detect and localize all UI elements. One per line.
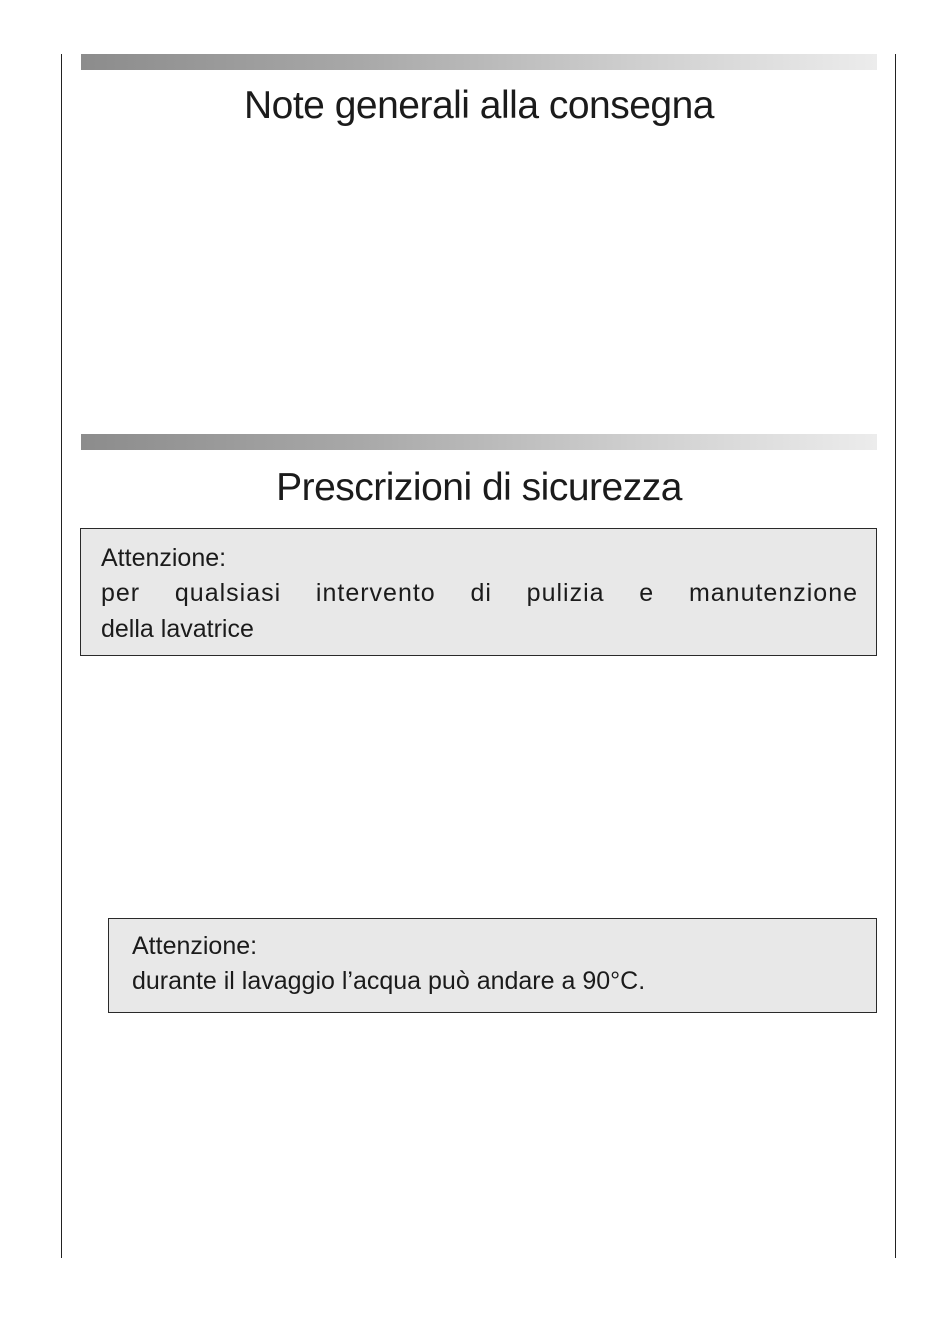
page-margin-line-right	[895, 54, 896, 1258]
warning-text: durante il lavaggio l’acqua può andare a 90°C.	[132, 967, 646, 995]
section-title-delivery-notes: Note generali alla consegna	[243, 84, 714, 127]
section-title-safety: Prescrizioni di sicurezza	[276, 466, 682, 509]
warning-box-water-temperature	[108, 918, 877, 1013]
page-margin-line-left	[61, 54, 62, 1258]
warning-box-cleaning	[80, 528, 877, 656]
section-header-bar	[81, 434, 877, 450]
warning-text: della lavatrice	[101, 615, 254, 643]
warning-text: per qualsiasi intervento di pulizia e manutenzione	[101, 579, 858, 607]
warning-heading: Attenzione:	[101, 544, 227, 572]
warning-heading: Attenzione:	[132, 932, 258, 960]
section-header-bar	[81, 54, 877, 70]
